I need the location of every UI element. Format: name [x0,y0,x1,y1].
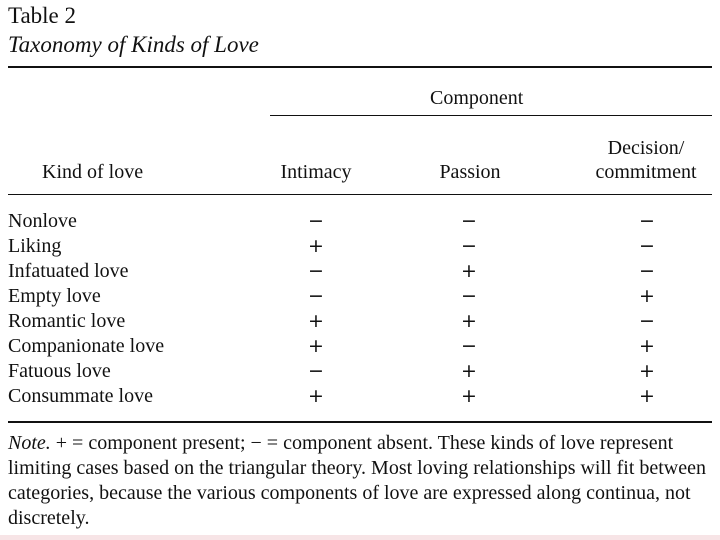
row-kind: Romantic love [8,310,126,332]
table-row [0,259,720,284]
table-row [0,334,720,359]
note-text: + = component present; − = component absent. These kinds of love represent limiting cases based on the triangular theory. Most loving relationships will fit between categories, because the various components of love are expressed along continua, not discretely. [8,432,707,529]
table-row [0,284,720,309]
passion-mark: − [461,285,477,307]
note-label: Note. [8,432,51,454]
table-number: Table 2 [8,3,77,28]
intimacy-mark: − [308,285,324,307]
row-kind: Empty love [8,285,101,307]
column-header-kind: Kind of love [42,161,144,183]
intimacy-mark: − [308,260,324,282]
column-header-decision-line1: Decision/ [607,137,685,159]
table-row [0,234,720,259]
header-rule [8,194,712,195]
decision-mark: + [639,335,655,357]
decision-mark: + [639,385,655,407]
intimacy-mark: − [308,360,324,382]
column-header-decision-line2: commitment [595,161,697,183]
bottom-edge-strip [0,535,720,540]
bottom-rule [8,421,712,423]
row-kind: Infatuated love [8,260,129,282]
intimacy-mark: + [308,385,324,407]
table-title: Taxonomy of Kinds of Love [8,32,259,57]
column-header-passion: Passion [439,161,501,183]
passion-mark: − [461,210,477,232]
row-kind: Companionate love [8,335,165,357]
decision-mark: − [639,260,655,282]
passion-mark: + [461,310,477,332]
intimacy-mark: + [308,235,324,257]
table-note [8,431,716,531]
intimacy-mark: + [308,335,324,357]
row-kind: Fatuous love [8,360,111,382]
passion-mark: − [461,335,477,357]
table-row [0,209,720,234]
intimacy-mark: − [308,210,324,232]
table-row [0,384,720,409]
row-kind: Consummate love [8,385,153,407]
passion-mark: − [461,235,477,257]
decision-mark: − [639,310,655,332]
top-rule [8,66,712,68]
component-rule [270,115,712,116]
column-header-intimacy: Intimacy [280,161,352,183]
passion-mark: + [461,260,477,282]
passion-mark: + [461,360,477,382]
decision-mark: + [639,360,655,382]
column-header-decision [572,136,720,184]
table-row [0,359,720,384]
decision-mark: − [639,210,655,232]
passion-mark: + [461,385,477,407]
row-kind: Nonlove [8,210,77,232]
decision-mark: + [639,285,655,307]
component-header: Component [430,87,524,109]
table-row [0,309,720,334]
row-kind: Liking [8,235,62,257]
intimacy-mark: + [308,310,324,332]
decision-mark: − [639,235,655,257]
